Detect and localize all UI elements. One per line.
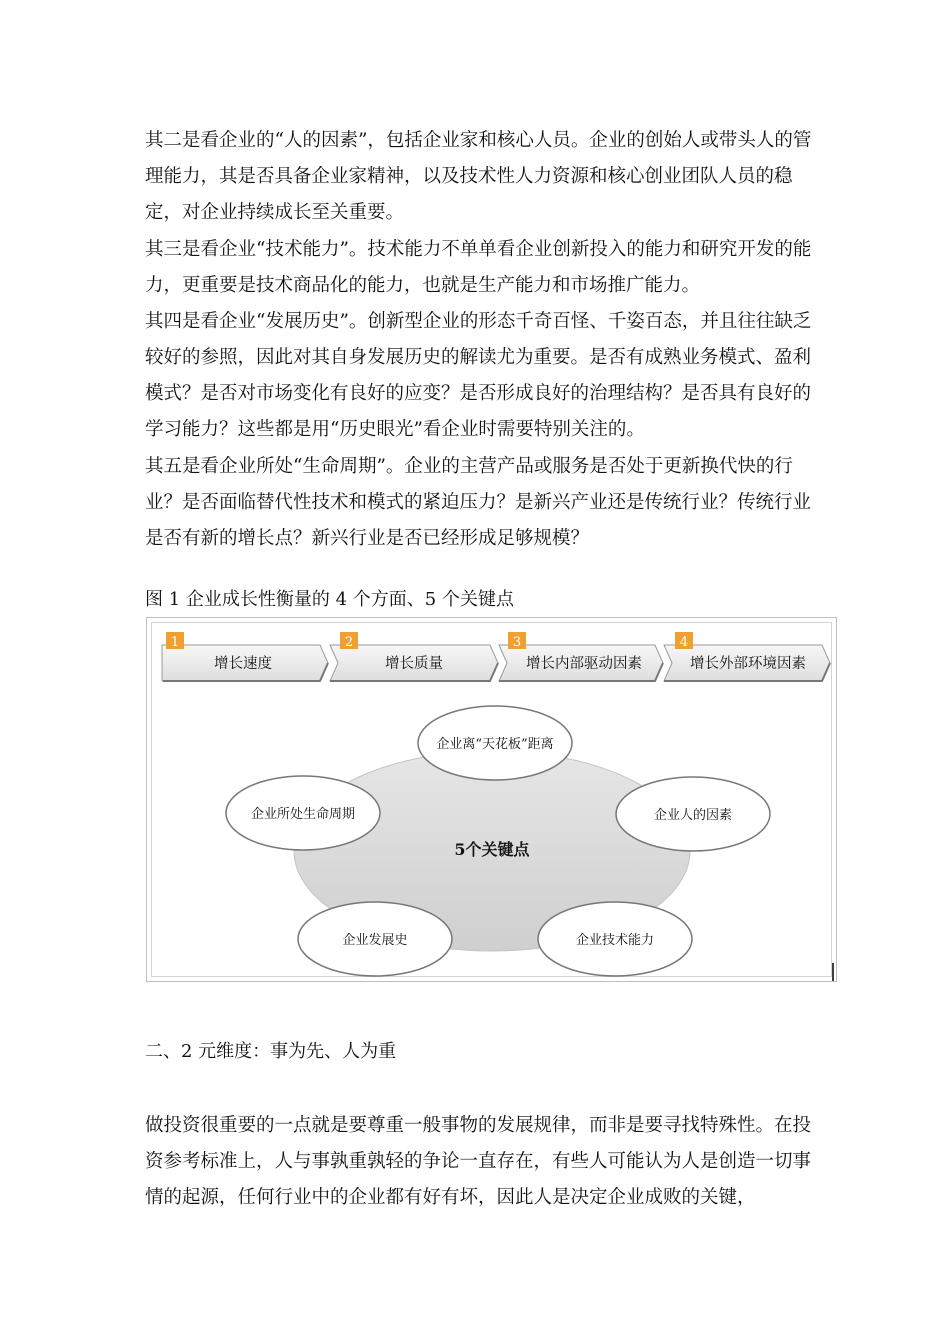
- figure-caption: 图 1 企业成长性衡量的 4 个方面、5 个关键点: [145, 589, 514, 610]
- step-label: 增长质量: [385, 656, 443, 672]
- center-label: 5个关键点: [454, 840, 530, 859]
- step-label: 增长速度: [214, 656, 272, 672]
- key-point-history: [298, 902, 452, 976]
- step-number: 4: [679, 635, 689, 650]
- step-number: 3: [512, 635, 522, 650]
- paragraph-history: 其四是看企业“发展历史”。创新型企业的形态千奇百怪、千姿百态，并且往往缺乏较好的参照，因此对其自身发展历史的解读尤为重要。是否有成熟业务模式、盈利模式？是否对市场变化有良好的应变？是否形成良好的治理结构？是否具有良好的学习能力？这些都是用“历史眼光”看企业时需要特别关注的。: [145, 311, 812, 440]
- key-point-label: 企业技术能力: [575, 933, 655, 948]
- step-number: 2: [344, 635, 354, 650]
- paragraph-human-factor: 其二是看企业的“人的因素”，包括企业家和核心人员。企业的创始人或带头人的管理能力，其是否具备企业家精神，以及技术性人力资源和核心创业团队人员的稳定，对企业持续成长至关重要。: [145, 130, 812, 223]
- key-point-label: 企业人的因素: [653, 808, 733, 823]
- paragraph-investment: 做投资很重要的一点就是要尊重一般事物的发展规律，而非是要寻找特殊性。在投资参考标准上，人与事孰重孰轻的争论一直存在，有些人可能认为人是创造一切事情的起源，任何行业中的企业都有好有坏，因此人是决定企业成败的关键，: [145, 1115, 812, 1208]
- key-point-life-cycle: [226, 776, 380, 850]
- figure-growth-diagram: [146, 617, 838, 983]
- section-heading: 二、2 元维度：事为先、人为重: [145, 1041, 397, 1062]
- paragraph-tech-capability: 其三是看企业“技术能力”。技术能力不单单看企业创新投入的能力和研究开发的能力，更重要是技术商品化的能力，也就是生产能力和市场推广能力。: [145, 239, 812, 296]
- key-point-human-factor: [616, 777, 770, 851]
- step-label: 增长内部驱动因素: [526, 656, 642, 672]
- key-point-tech: [538, 902, 692, 976]
- step-number: 1: [170, 635, 180, 650]
- key-point-label: 企业所处生命周期: [250, 807, 356, 822]
- key-point-ceiling: [418, 706, 572, 780]
- paragraph-life-cycle: 其五是看企业所处“生命周期”。企业的主营产品或服务是否处于更新换代快的行业？是否面临替代性技术和模式的紧迫压力？是新兴产业还是传统行业？传统行业是否有新的增长点？新兴行业是否已经形成足够规模？: [145, 456, 812, 549]
- key-point-label: 企业离“天花板”距离: [436, 737, 554, 752]
- step-label: 增长外部环境因素: [690, 656, 806, 672]
- key-point-label: 企业发展史: [342, 933, 408, 948]
